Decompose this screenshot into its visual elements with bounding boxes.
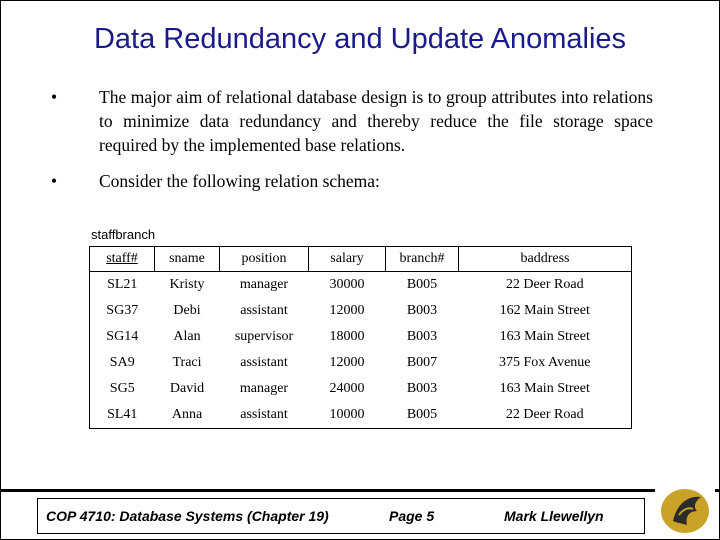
table-cell: 18000 [329, 329, 365, 344]
table-cell: 10000 [329, 407, 365, 422]
footer-course: COP 4710: Database Systems (Chapter 19) [46, 508, 329, 524]
footer-page-number: Page 5 [389, 508, 435, 524]
table-row [90, 402, 632, 429]
table-row [90, 324, 632, 350]
table-row [90, 350, 632, 376]
table-cell: Anna [171, 407, 203, 422]
column-header: salary [309, 247, 386, 272]
table-cell: supervisor [234, 329, 294, 344]
table-cell: 22 Deer Road [505, 277, 584, 292]
table-cell: SA9 [109, 355, 135, 370]
bullet-marker: • [51, 171, 58, 191]
table-cell: SG5 [109, 381, 135, 396]
bullet-item [43, 169, 653, 193]
table-cell: assistant [240, 407, 288, 422]
staffbranch-table [89, 246, 632, 429]
pegasus-logo-icon [655, 481, 715, 537]
footer-divider [1, 489, 719, 492]
footer-author: Mark Llewellyn [504, 508, 604, 524]
table-cell: Traci [172, 355, 202, 370]
table-cell: 163 Main Street [499, 381, 590, 396]
bullet-list [43, 85, 653, 205]
table-cell: assistant [240, 355, 288, 370]
table-cell: manager [239, 277, 289, 292]
table-row [90, 376, 632, 402]
table-body [90, 272, 632, 429]
bullet-marker: • [51, 87, 58, 107]
table-cell: David [169, 381, 205, 396]
column-header [90, 247, 155, 272]
column-header: branch# [386, 247, 459, 272]
table-header-row [90, 247, 632, 272]
table-caption: staffbranch [91, 227, 156, 242]
table-cell: manager [239, 381, 289, 396]
table-cell: 30000 [329, 277, 365, 292]
page-title: Data Redundancy and Update Anomalies [93, 23, 627, 55]
table-cell: 24000 [329, 381, 365, 396]
table-cell: B007 [406, 355, 438, 370]
primary-key-header: staff# [106, 251, 138, 266]
bullet-text: Consider the following relation schema: [99, 171, 380, 191]
table-cell: 162 Main Street [499, 303, 590, 318]
table-cell: SG37 [106, 303, 139, 318]
column-header: baddress [459, 247, 632, 272]
table-cell: 22 Deer Road [505, 407, 584, 422]
bullet-item [43, 85, 653, 157]
table-cell: B003 [406, 329, 438, 344]
table-cell: 12000 [329, 303, 365, 318]
table-cell: B005 [406, 277, 438, 292]
table-cell: assistant [240, 303, 288, 318]
footer [37, 498, 645, 534]
table-cell: SG14 [106, 329, 139, 344]
table-cell: B003 [406, 381, 438, 396]
column-header: position [220, 247, 309, 272]
table-cell: 163 Main Street [499, 329, 590, 344]
table-row [90, 272, 632, 299]
column-header: sname [155, 247, 220, 272]
table-cell: B005 [406, 407, 438, 422]
table-cell: B003 [406, 303, 438, 318]
table-cell: SL21 [107, 277, 138, 292]
table-cell: 375 Fox Avenue [498, 355, 591, 370]
table-cell: 12000 [329, 355, 365, 370]
table-cell: Alan [173, 329, 201, 344]
bullet-text: The major aim of relational database design is to group attributes into relations to minimize data redundancy and thereby reduce the file storage space required by the implemented base relations. [99, 87, 653, 155]
table-cell: SL41 [107, 407, 138, 422]
table-row [90, 298, 632, 324]
table-cell: Debi [173, 303, 201, 318]
table-cell: Kristy [169, 277, 205, 292]
